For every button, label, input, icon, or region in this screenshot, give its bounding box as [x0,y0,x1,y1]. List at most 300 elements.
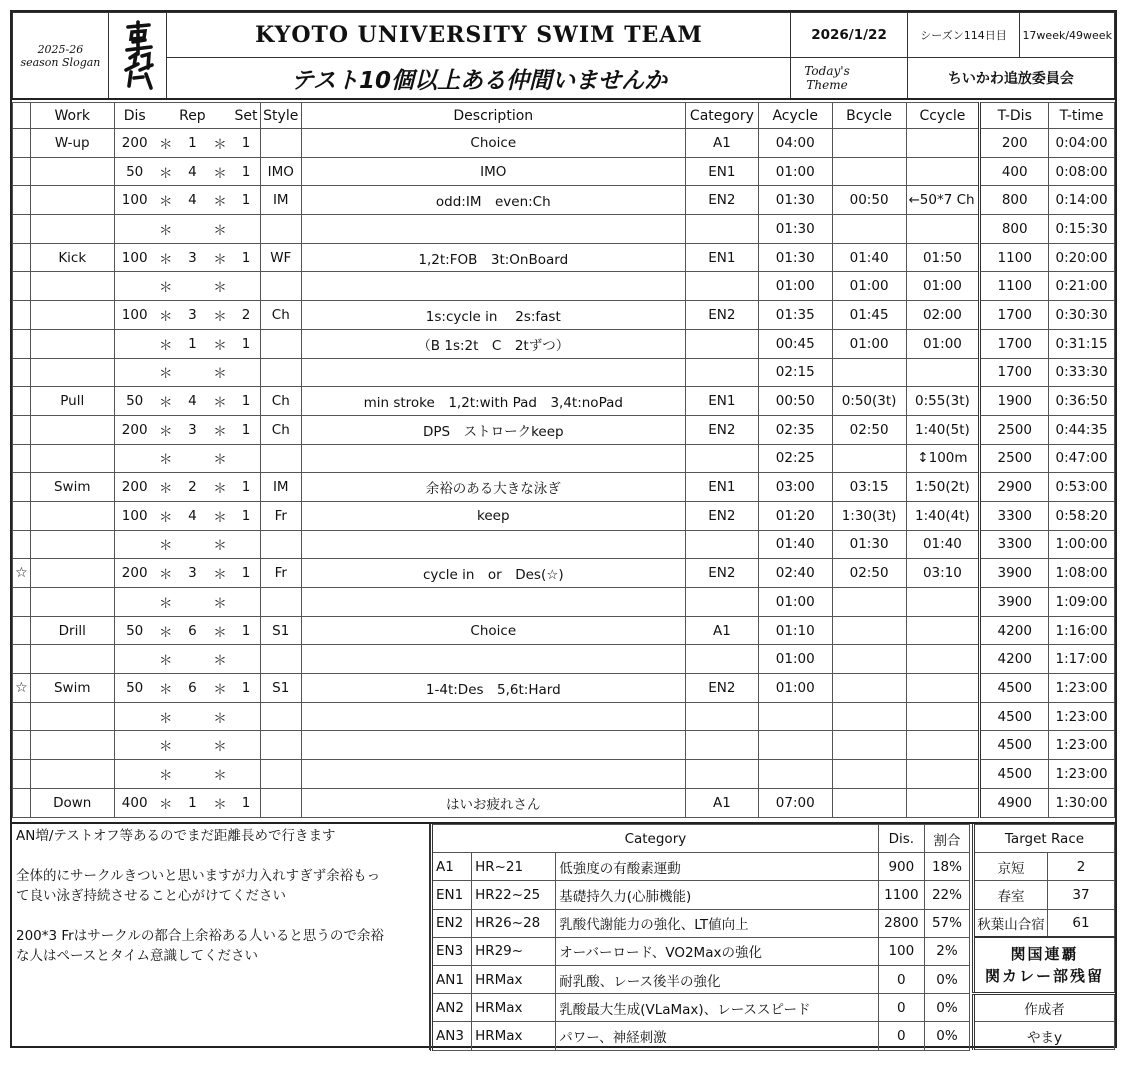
work-cell [30,186,114,215]
bcycle-cell [832,702,906,731]
ttime-cell: 0:44:35 [1049,415,1115,444]
race-name: 秋葉山合宿 [974,909,1048,937]
rep-cell [177,731,208,760]
season-slogan-label: season Slogan [20,55,101,69]
style-cell: Fr [260,501,301,530]
rep-cell: 3 [177,559,208,588]
note-line: て良い泳ぎ持続させること心がけてください [16,888,286,904]
times-sign: ＊ [208,588,232,617]
bcycle-cell: 03:15 [832,473,906,502]
season-day: シーズン114日目 [907,13,1020,58]
set-cell: 1 [232,157,260,186]
rep-cell: 6 [177,616,208,645]
col-acycle: Acycle [758,103,832,129]
set-cell [232,358,260,387]
description-cell [301,702,685,731]
category-cell [685,329,758,358]
style-cell [260,645,301,674]
author-name: やまy [974,1021,1115,1049]
ccycle-cell: 02:00 [906,301,980,330]
bcycle-cell: 02:50 [832,559,906,588]
table-row [13,301,1115,330]
bcycle-cell: 01:45 [832,301,906,330]
row-mark [13,215,31,244]
kanji-logo-icon [118,20,158,92]
dis-cell: 200 [114,415,154,444]
acycle-cell: 02:25 [758,444,832,473]
times-sign: ＊ [155,186,177,215]
table-row [13,415,1115,444]
tdis-cell: 800 [980,215,1049,244]
ttime-cell: 0:04:00 [1049,129,1115,158]
category-dis: 0 [878,965,924,993]
category-cell [685,702,758,731]
col-set: Set [232,103,260,129]
times-sign: ＊ [208,129,232,158]
tdis-cell: 2500 [980,444,1049,473]
logo-cell [108,13,167,100]
times-sign: ＊ [208,329,232,358]
times-sign: ＊ [208,415,232,444]
work-cell [30,530,114,559]
acycle-cell: 01:00 [758,272,832,301]
category-dis: 2800 [878,909,924,937]
times-sign: ＊ [155,788,177,817]
acycle-cell: 01:35 [758,301,832,330]
category-desc: 乳酸代謝能力の強化、LT値向上 [556,909,879,937]
date: 2026/1/22 [791,13,907,58]
tdis-cell: 200 [980,129,1049,158]
bcycle-cell [832,588,906,617]
description-cell: はいお疲れさん [301,788,685,817]
rep-cell [177,530,208,559]
acycle-cell: 01:30 [758,215,832,244]
champ-line-1: 関国連覇 [1010,945,1079,963]
row-mark [13,616,31,645]
description-cell [301,444,685,473]
category-row [432,909,970,937]
table-row [13,501,1115,530]
description-cell [301,760,685,789]
times-sign: ＊ [155,329,177,358]
rep-cell [177,358,208,387]
work-cell: Pull [30,387,114,416]
footer [12,822,1115,1048]
todays-theme-cell [791,58,907,99]
category-ratio: 18% [924,853,969,881]
acycle-cell: 01:00 [758,674,832,703]
description-cell: 余裕のある大きな泳ぎ [301,473,685,502]
description-cell: DPS ストロークkeep [301,415,685,444]
target-race-header: Target Race [974,825,1115,853]
race-row [974,909,1115,937]
acycle-cell: 01:00 [758,157,832,186]
race-days: 37 [1047,881,1114,909]
row-mark [13,645,31,674]
bcycle-cell: 01:00 [832,329,906,358]
category-code: AN3 [432,1022,472,1050]
tdis-cell: 2500 [980,415,1049,444]
times-sign: ＊ [208,215,232,244]
description-cell [301,358,685,387]
times-sign: ＊ [155,645,177,674]
description-cell: cycle in or Des(☆) [301,559,685,588]
style-cell: Ch [260,387,301,416]
times-sign: ＊ [155,530,177,559]
ttime-cell: 0:31:15 [1049,329,1115,358]
category-ratio: 57% [924,909,969,937]
category-row [432,881,970,909]
dis-cell [114,731,154,760]
acycle-cell: 01:00 [758,645,832,674]
row-mark [13,272,31,301]
category-ratio: 2% [924,937,969,965]
ccycle-cell: 01:50 [906,243,980,272]
table-row [13,702,1115,731]
bcycle-cell [832,674,906,703]
ttime-cell: 1:23:00 [1049,674,1115,703]
category-desc: オーバーロード、VO2Maxの強化 [556,937,879,965]
category-row [432,1022,970,1050]
dis-cell [114,645,154,674]
category-cell: A1 [685,129,758,158]
description-cell: Choice [301,616,685,645]
tdis-cell: 4500 [980,760,1049,789]
row-mark [13,788,31,817]
times-sign: ＊ [155,501,177,530]
set-cell: 1 [232,129,260,158]
ccycle-cell: ←50*7 Ch [906,186,980,215]
ccycle-cell [906,157,980,186]
table-row [13,731,1115,760]
style-cell: IMO [260,157,301,186]
work-cell: Down [30,788,114,817]
category-cell [685,760,758,789]
set-cell [232,702,260,731]
ttime-cell: 0:36:50 [1049,387,1115,416]
rep-cell: 1 [177,788,208,817]
dis-cell [114,702,154,731]
category-cell: EN1 [685,243,758,272]
work-cell [30,559,114,588]
times-sign: ＊ [208,731,232,760]
table-row [13,243,1115,272]
category-desc: 低強度の有酸素運動 [556,853,879,881]
race-row [974,853,1115,881]
dis-cell: 100 [114,186,154,215]
category-cell [685,358,758,387]
style-cell: Ch [260,415,301,444]
dis-cell: 50 [114,387,154,416]
table-row [13,473,1115,502]
dis-cell: 200 [114,473,154,502]
dis-cell: 200 [114,129,154,158]
category-row [432,937,970,965]
acycle-cell [758,731,832,760]
tdis-cell: 3300 [980,501,1049,530]
category-ratio: 0% [924,1022,969,1050]
col-ttime: T-time [1049,103,1115,129]
style-cell [260,329,301,358]
times-sign: ＊ [208,186,232,215]
col-work: Work [30,103,114,129]
practice-sheet [10,10,1117,1048]
tdis-cell: 3300 [980,530,1049,559]
col-ccycle: Ccycle [906,103,980,129]
work-cell [30,702,114,731]
set-cell [232,530,260,559]
set-cell: 1 [232,329,260,358]
rep-cell: 2 [177,473,208,502]
work-cell [30,358,114,387]
dis-cell [114,215,154,244]
category-cell: EN2 [685,674,758,703]
acycle-cell [758,760,832,789]
category-cell: EN1 [685,387,758,416]
category-code: AN1 [432,965,472,993]
category-header: Category [432,825,879,853]
note-line: AN増/テストオフ等あるのでまだ距離長めで行きます [16,828,336,844]
ccycle-cell: 03:10 [906,559,980,588]
work-cell [30,760,114,789]
bcycle-cell: 01:40 [832,243,906,272]
times-sign: ＊ [155,415,177,444]
set-cell [232,588,260,617]
ttime-cell: 0:08:00 [1049,157,1115,186]
set-cell [232,645,260,674]
category-cell: EN1 [685,157,758,186]
work-cell: Kick [30,243,114,272]
row-mark [13,501,31,530]
category-desc: 耐乳酸、レース後半の強化 [556,965,879,993]
bcycle-cell: 00:50 [832,186,906,215]
note-line: 200*3 Frはサークルの都合上余裕ある人いると思うので余裕 [16,928,384,944]
style-cell [260,129,301,158]
work-cell: W-up [30,129,114,158]
header-table [12,12,1115,100]
acycle-cell: 00:50 [758,387,832,416]
acycle-cell: 02:35 [758,415,832,444]
times-sign: ＊ [155,358,177,387]
description-cell [301,530,685,559]
category-desc: 乳酸最大生成(VLaMax)、レーススピード [556,994,879,1022]
work-cell [30,301,114,330]
bcycle-cell [832,129,906,158]
col-bcycle: Bcycle [832,103,906,129]
table-row [13,358,1115,387]
times-sign: ＊ [208,674,232,703]
race-name: 春室 [974,881,1048,909]
table-row [13,157,1115,186]
table-row [13,788,1115,817]
times-sign: ＊ [155,215,177,244]
category-cell [685,731,758,760]
acycle-cell: 03:00 [758,473,832,502]
row-mark: ☆ [13,559,31,588]
workout-table [12,102,1115,818]
table-row [13,645,1115,674]
category-desc: 基礎持久力(心肺機能) [556,881,879,909]
row-mark [13,731,31,760]
race-days: 2 [1047,853,1114,881]
times-sign: ＊ [155,731,177,760]
row-mark [13,387,31,416]
tdis-cell: 4500 [980,731,1049,760]
rep-cell: 3 [177,243,208,272]
race-days: 61 [1047,909,1114,937]
acycle-cell: 01:30 [758,243,832,272]
times-sign: ＊ [155,559,177,588]
ccycle-cell [906,358,980,387]
style-cell [260,702,301,731]
ccycle-cell: 01:00 [906,329,980,358]
dis-cell [114,588,154,617]
rep-cell: 1 [177,129,208,158]
category-dis-header: Dis. [878,825,924,853]
category-table [430,824,970,1051]
rep-cell [177,215,208,244]
category-row [432,853,970,881]
description-cell: keep [301,501,685,530]
bcycle-cell: 02:50 [832,415,906,444]
times-sign: ＊ [155,588,177,617]
category-hr: HRMax [472,965,556,993]
set-cell [232,731,260,760]
category-cell [685,588,758,617]
category-hr: HR29~ [472,937,556,965]
rep-cell [177,444,208,473]
acycle-cell: 01:40 [758,530,832,559]
ccycle-cell: 1:50(2t) [906,473,980,502]
category-cell: EN2 [685,415,758,444]
tdis-cell: 1700 [980,301,1049,330]
times-sign: ＊ [208,358,232,387]
times-sign: ＊ [155,387,177,416]
set-cell: 1 [232,415,260,444]
description-cell: odd:IM even:Ch [301,186,685,215]
work-cell [30,645,114,674]
season-cell [13,13,109,100]
category-hr: HR22~25 [472,881,556,909]
ttime-cell: 0:30:30 [1049,301,1115,330]
category-dis: 100 [878,937,924,965]
work-cell [30,157,114,186]
dis-cell: 100 [114,243,154,272]
dis-cell [114,329,154,358]
row-mark [13,444,31,473]
style-cell [260,358,301,387]
row-mark [13,760,31,789]
row-mark: ☆ [13,674,31,703]
style-cell: WF [260,243,301,272]
category-code: EN2 [432,909,472,937]
bcycle-cell [832,215,906,244]
tdis-cell: 1100 [980,243,1049,272]
race-row [974,881,1115,909]
rep-cell: 4 [177,501,208,530]
category-cell [685,530,758,559]
rep-cell [177,272,208,301]
category-code: EN1 [432,881,472,909]
ttime-cell: 1:16:00 [1049,616,1115,645]
ccycle-cell [906,215,980,244]
acycle-cell: 07:00 [758,788,832,817]
description-cell: Choice [301,129,685,158]
season-year: 2025-26 [37,42,84,56]
ttime-cell: 1:23:00 [1049,731,1115,760]
row-mark [13,588,31,617]
category-hr: HR~21 [472,853,556,881]
rep-cell: 3 [177,301,208,330]
dis-cell: 400 [114,788,154,817]
times-sign: ＊ [155,473,177,502]
times-sign: ＊ [208,501,232,530]
set-cell [232,215,260,244]
table-row [13,387,1115,416]
ttime-cell: 0:21:00 [1049,272,1115,301]
style-cell [260,272,301,301]
category-cell: EN2 [685,301,758,330]
style-cell: IM [260,473,301,502]
category-cell [685,645,758,674]
style-cell: S1 [260,674,301,703]
set-cell: 1 [232,473,260,502]
category-row [432,994,970,1022]
bcycle-cell: 01:00 [832,272,906,301]
ccycle-cell [906,674,980,703]
row-mark [13,329,31,358]
bcycle-cell [832,760,906,789]
ccycle-cell: 0:55(3t) [906,387,980,416]
dis-cell [114,358,154,387]
category-header-row [432,825,970,853]
set-cell: 1 [232,243,260,272]
author-label: 作成者 [974,993,1115,1021]
table-row [13,329,1115,358]
acycle-cell: 01:20 [758,501,832,530]
acycle-cell: 01:10 [758,616,832,645]
tdis-cell: 1700 [980,329,1049,358]
team-title: KYOTO UNIVERSITY SWIM TEAM [167,13,791,58]
rep-cell: 4 [177,157,208,186]
set-cell: 1 [232,501,260,530]
bcycle-cell [832,645,906,674]
times-sign: ＊ [208,788,232,817]
ccycle-cell: 1:40(4t) [906,501,980,530]
set-cell: 1 [232,559,260,588]
ccycle-cell: 01:00 [906,272,980,301]
times-sign: ＊ [155,272,177,301]
style-cell [260,788,301,817]
times-sign: ＊ [155,702,177,731]
work-cell [30,215,114,244]
ttime-cell: 0:53:00 [1049,473,1115,502]
target-race-table [972,824,1115,1050]
category-code: AN2 [432,994,472,1022]
ccycle-cell [906,702,980,731]
category-cell: EN2 [685,186,758,215]
bcycle-cell [832,444,906,473]
champ-line-2: 関カレー部残留 [984,967,1104,985]
dis-cell: 100 [114,301,154,330]
row-mark [13,530,31,559]
table-row [13,760,1115,789]
bcycle-cell [832,731,906,760]
row-mark [13,358,31,387]
work-cell [30,415,114,444]
tdis-cell: 1700 [980,358,1049,387]
times-sign: ＊ [208,444,232,473]
